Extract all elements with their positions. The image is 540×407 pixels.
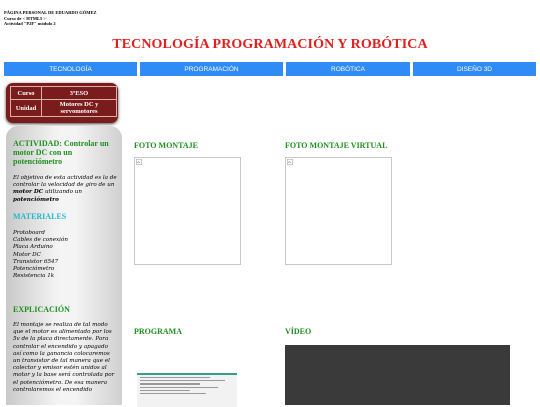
site-name: PÁGINA PERSONAL DE EDUARDO GÓMEZ: [4, 10, 97, 15]
foto-virtual-label: FOTO MONTAJE VIRTUAL: [285, 141, 388, 150]
material-item: Transistor 6547: [13, 258, 59, 265]
broken-image-icon: [287, 159, 293, 165]
materials-title: MATERIALES: [13, 212, 67, 221]
program-screenshot: [137, 373, 237, 407]
objective-bold-pot: potenciómetro: [13, 196, 59, 203]
nav-tecnologia[interactable]: TECNOLOGÍA: [4, 62, 137, 76]
material-item: Placa Arduino: [13, 244, 53, 251]
video-label: VÍDEO: [285, 327, 312, 336]
objective-bold-motor: motor DC: [13, 189, 44, 196]
objective-text: [13, 175, 117, 204]
curso-label: Curso: [11, 87, 42, 100]
curso-value: 3ºESO: [42, 87, 117, 100]
nav-robotica[interactable]: ROBÓTICA: [286, 62, 410, 76]
course-name: Curso de < HTML5 >: [4, 15, 46, 21]
explanation-title: EXPLICACIÓN: [13, 305, 70, 314]
explanation-text: El montaje se realiza de tal modo que el motor es alimentado por los 5v de la placa directamente. Para controlar el encendido y apagado así como la ganancia colocaremos un transistor de tal manera que el colector y emisor estén unidos al motor y la base será controlada por el potenciómetro. De esa manera controlaremos el encendido: [13, 322, 115, 393]
programa-label: PROGRAMA: [134, 327, 182, 336]
activity-name: Actividad "P2F" módulo 2: [4, 21, 56, 26]
material-item: Resistencia 1k: [13, 273, 55, 280]
material-item: Protoboard: [13, 230, 45, 236]
main-nav: [4, 62, 536, 76]
nav-diseno-3d[interactable]: DISEÑO 3D: [413, 62, 536, 76]
material-item: Motor DC: [13, 251, 41, 258]
page-header: [4, 10, 97, 27]
material-item: Potenciómetro: [13, 266, 55, 273]
foto-montaje-label: FOTO MONTAJE: [134, 141, 198, 150]
unidad-value: Motores DC y servomotores: [42, 100, 117, 117]
foto-montaje-image: [134, 157, 241, 265]
nav-programacion[interactable]: PROGRAMACIÓN: [140, 62, 283, 76]
objective-text-a: El objetivo de esta actividad es la de controlar la velocidad de giro de un: [13, 175, 117, 189]
broken-image-icon: [136, 159, 142, 165]
activity-title: ACTIVIDAD: Controlar un motor DC con un potenciómetro: [13, 139, 109, 166]
page-title: TECNOLOGÍA PROGRAMACIÓN Y ROBÓTICA: [112, 37, 428, 52]
sidebar: [6, 126, 122, 405]
materials-list: [13, 230, 117, 280]
objective-text-b: utilizando un: [43, 189, 82, 196]
material-item: Cables de conexión: [13, 237, 68, 244]
unidad-label: Unidad: [11, 100, 42, 117]
foto-virtual-image: [285, 157, 392, 265]
course-badge: [6, 83, 118, 123]
video-player[interactable]: [285, 345, 510, 405]
